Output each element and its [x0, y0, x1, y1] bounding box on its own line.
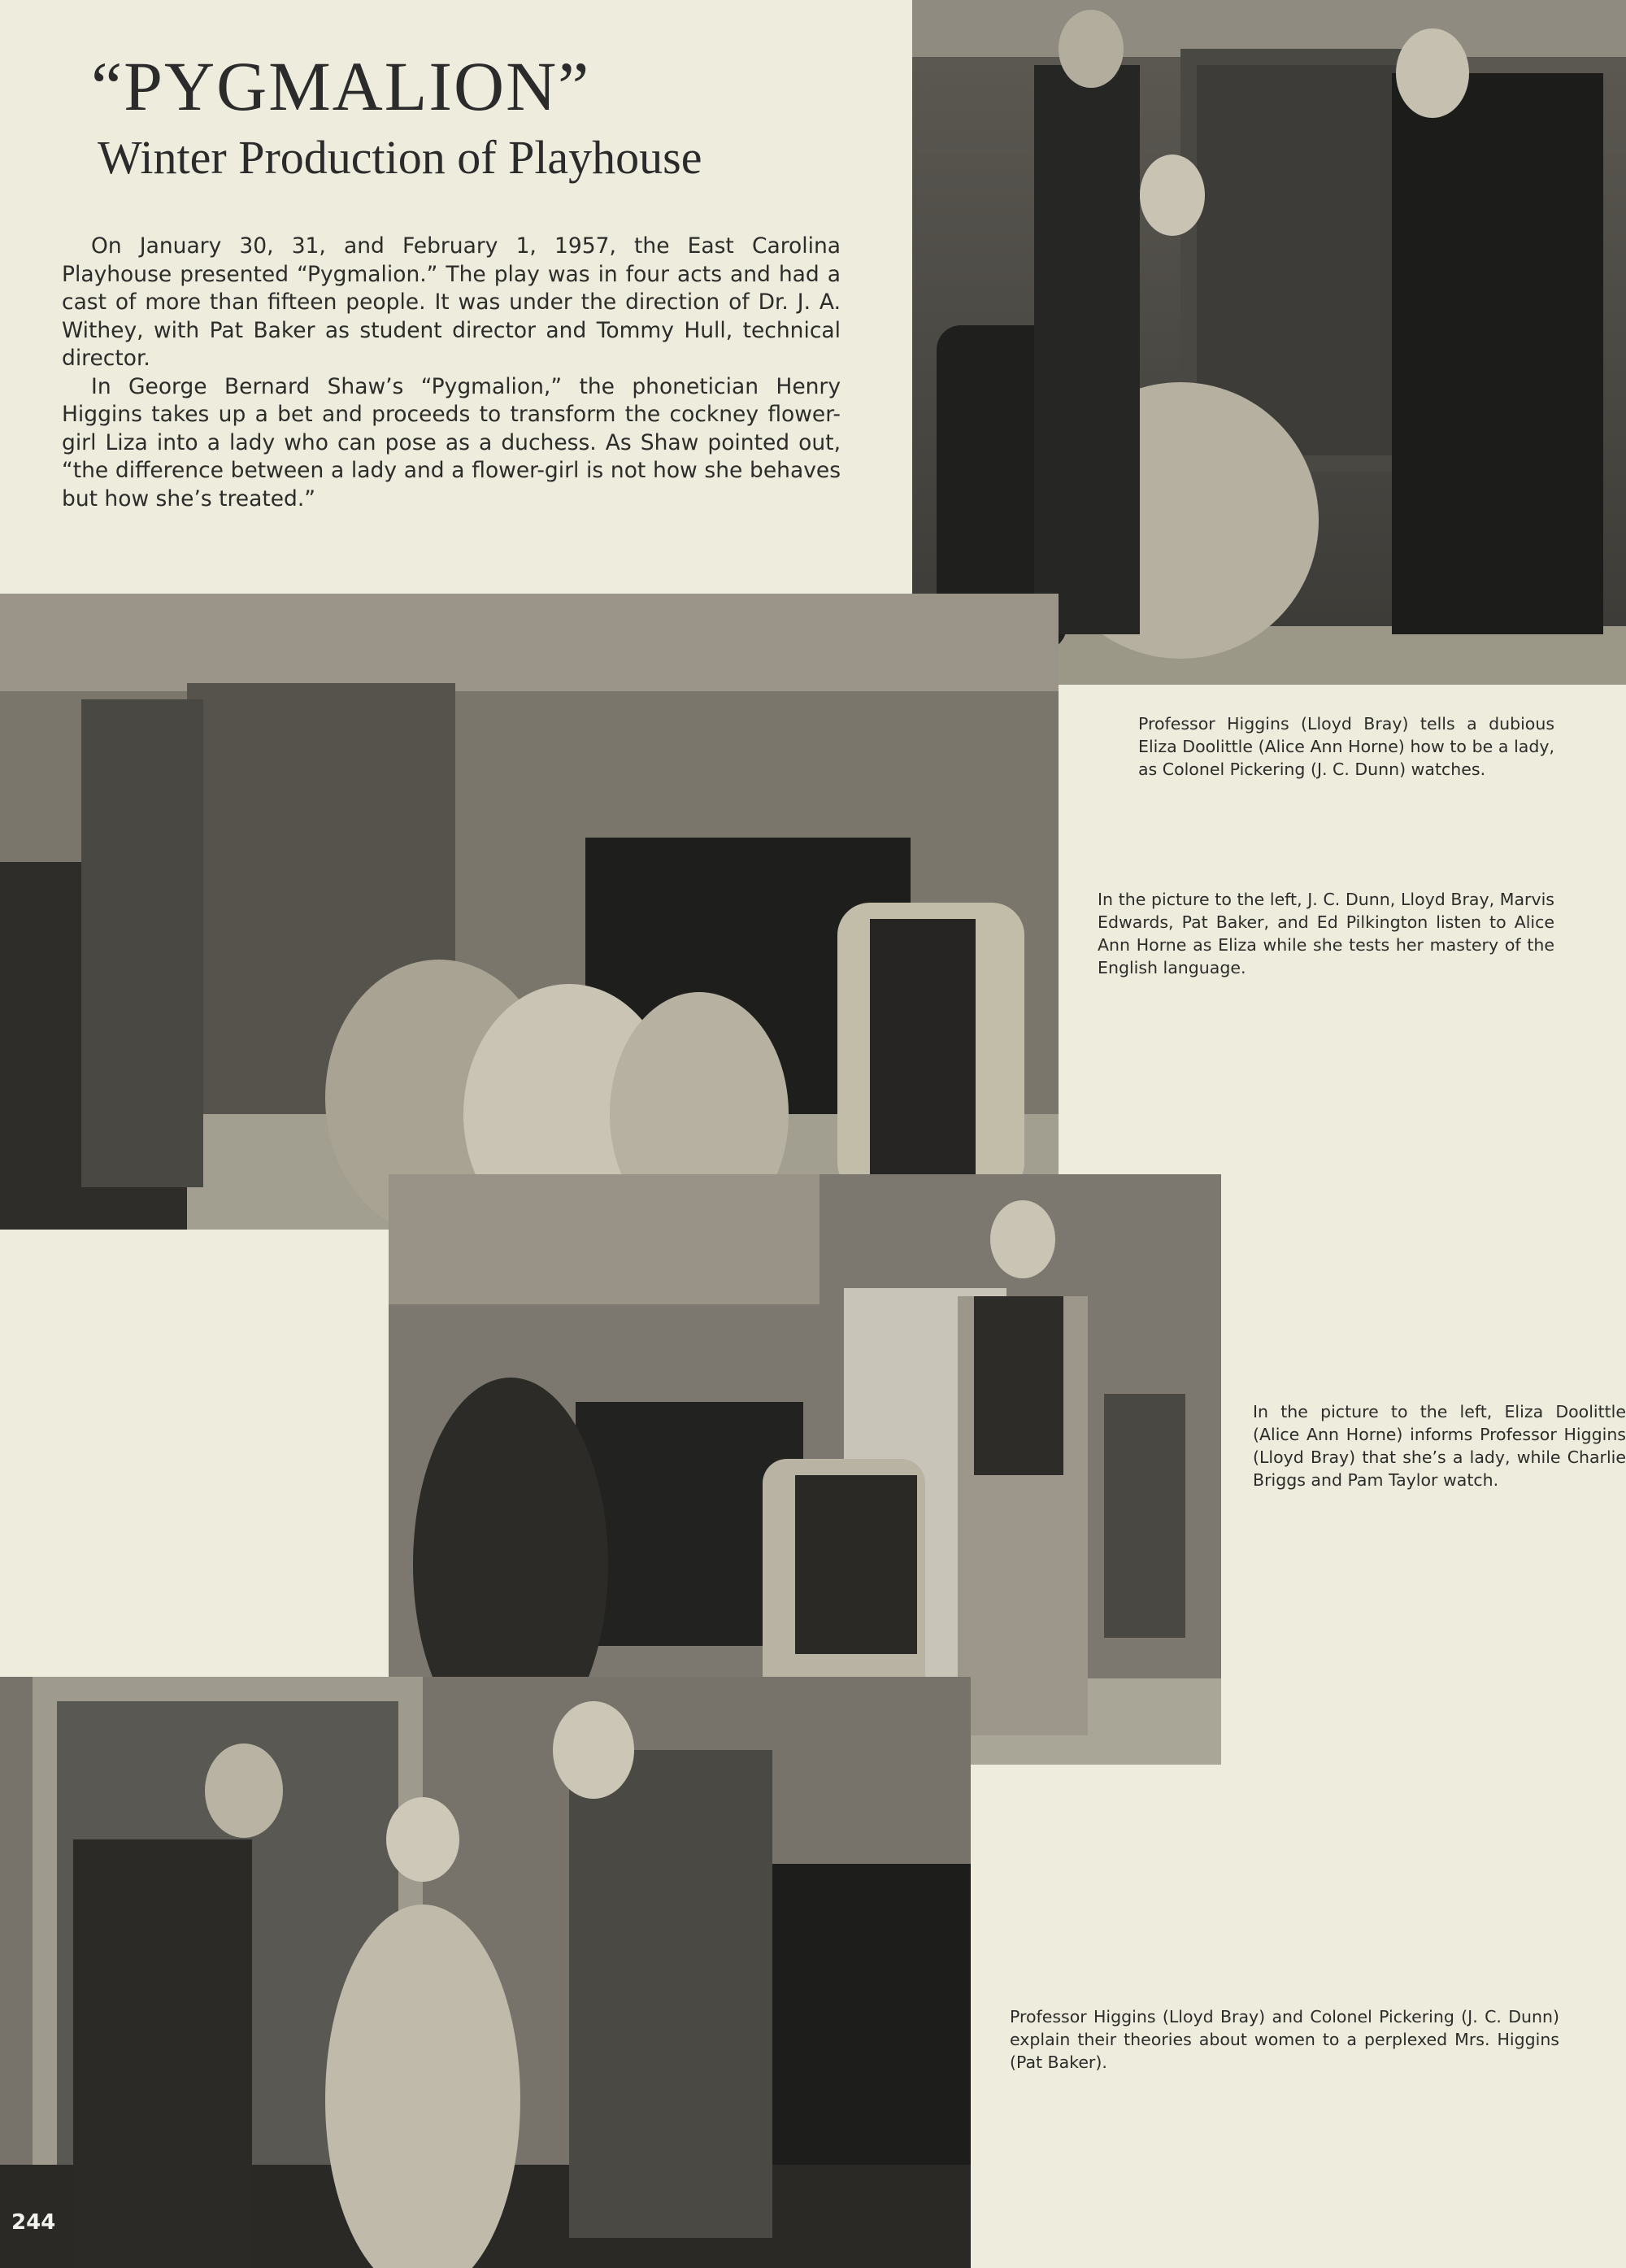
caption-photo-2: In the picture to the left, J. C. Dunn, Lloyd Bray, Marvis Edwards, Pat Baker, and Ed Pilkington listen to Alice Ann Horne as Eliza while she tests her mastery of the English language. — [1098, 890, 1554, 977]
page-number: 244 — [11, 2210, 56, 2235]
article-body — [62, 233, 841, 513]
article-paragraph-1: On January 30, 31, and February 1, 1957, the East Carolina Playhouse presented “Pygmalion.” The play was in four acts and had a cast of more than fifteen people. It was under the direction of Dr. J. A. Withey, with Pat Baker as student director and Tommy Hull, technical director. — [62, 233, 841, 371]
photo-higgins-pickering-mrs-higgins — [0, 1677, 971, 2268]
page-subtitle: Winter Production of Playhouse — [98, 131, 702, 184]
caption-photo-4: Professor Higgins (Lloyd Bray) and Colonel Pickering (J. C. Dunn) explain their theories about women to a perplexed Mrs. Higgins (Pat Baker). — [1010, 2007, 1559, 2072]
article-paragraph-2: In George Bernard Shaw’s “Pygmalion,” the phonetician Henry Higgins takes up a bet and proceeds to transform the cockney flower-girl Liza into a lady who can pose as a duchess. As Shaw pointed out, “the difference between a lady and a flower-girl is not how she behaves but how she’s treated.” — [62, 373, 841, 511]
photo-higgins-eliza-pickering — [912, 0, 1626, 685]
caption-photo-1: Professor Higgins (Lloyd Bray) tells a dubious Eliza Doolittle (Alice Ann Horne) how to be a lady, as Colonel Pickering (J. C. Dunn) watches. — [1138, 714, 1554, 779]
caption-photo-3: In the picture to the left, Eliza Doolittle (Alice Ann Horne) informs Professor Higgins (Lloyd Bray) that she’s a lady, while Charlie Briggs and Pam Taylor watch. — [1253, 1402, 1626, 1490]
page-title: “PYGMALION” — [91, 47, 591, 125]
photo-cast-listening-to-eliza — [0, 594, 1059, 1230]
